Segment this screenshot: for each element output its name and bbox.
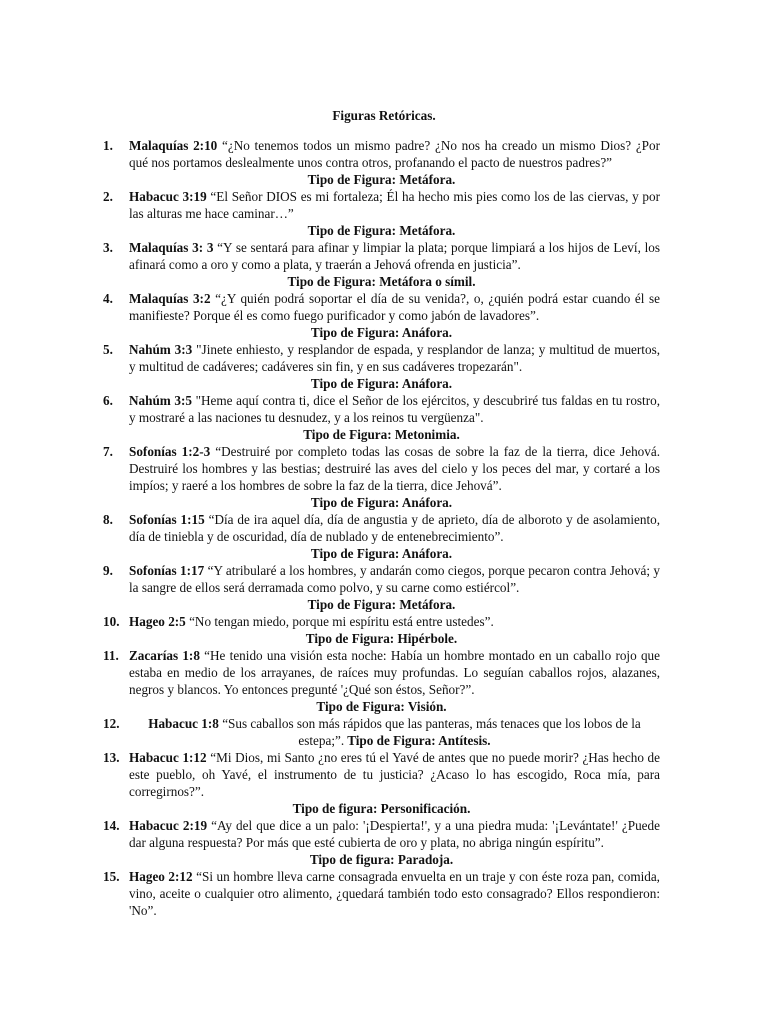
item-text bbox=[129, 749, 660, 800]
figure-type bbox=[103, 375, 660, 392]
list-item bbox=[103, 137, 660, 171]
list-item bbox=[103, 188, 660, 222]
figure-type bbox=[103, 171, 660, 188]
item-text bbox=[129, 613, 660, 630]
list-item bbox=[103, 290, 660, 324]
verse-quote: “El Señor DIOS es mi fortaleza; Él ha hecho mis pies como los de las ciervas, y por las alturas me hace caminar…” bbox=[129, 189, 660, 221]
figure-type-label: Tipo de Figura: Anáfora. bbox=[310, 376, 453, 391]
figure-type bbox=[103, 324, 660, 341]
list-item bbox=[103, 511, 660, 545]
item-text bbox=[129, 239, 660, 273]
verse-reference: Zacarías 1:8 bbox=[129, 648, 200, 663]
verse-reference: Habacuc 3:19 bbox=[129, 189, 207, 204]
verse-reference: Malaquías 3: 3 bbox=[129, 240, 214, 255]
figure-type-label: Tipo de Figura: Metáfora. bbox=[307, 172, 456, 187]
document-title: Figuras Retóricas. bbox=[332, 108, 436, 123]
item-number: 9. bbox=[103, 563, 113, 578]
figure-type-label: Tipo de Figura: Anáfora. bbox=[310, 495, 453, 510]
verse-quote: “Y se sentará para afinar y limpiar la plata; porque limpiará a los hijos de Leví, los afinará como a oro y como a plata, y traerán a Jehová ofrenda en justicia”. bbox=[129, 240, 660, 272]
verse-reference: Habacuc 1:8 bbox=[148, 716, 219, 731]
figure-type-label: Tipo de Figura: Anáfora. bbox=[310, 325, 453, 340]
figure-type-label: Tipo de Figura: Anáfora. bbox=[310, 546, 453, 561]
verse-reference: Sofonías 1:2-3 bbox=[129, 444, 211, 459]
figure-type-label: Tipo de Figura: Metáfora. bbox=[307, 597, 456, 612]
verse-quote: “¿Y quién podrá soportar el día de su venida?, o, ¿quién podrá estar cuando él se manifieste? Porque él es como fuego purificador y como jabón de lavadores”. bbox=[129, 291, 660, 323]
item-number: 6. bbox=[103, 393, 113, 408]
verse-reference: Malaquías 2:10 bbox=[129, 138, 218, 153]
item-number: 12. bbox=[103, 716, 120, 731]
verse-quote: "Heme aquí contra ti, dice el Señor de los ejércitos, y descubriré tus faldas en tu rostro, y mostraré a las naciones tu desnudez, y a los reinos tu vergüenza". bbox=[129, 393, 660, 425]
verse-quote: “Día de ira aquel día, día de angustia y de aprieto, día de alboroto y de asolamiento, día de tiniebla y de oscuridad, día de nublado y de entenebrecimiento”. bbox=[129, 512, 660, 544]
item-text bbox=[129, 511, 660, 545]
verse-quote: “He tenido una visión esta noche: Había un hombre montado en un caballo rojo que estaba en medio de los arrayanes, de raíces muy profundas. Lo seguían caballos rojos, alazanes, negros y blancos. Yo entonces pregunté '¿Qué son éstos, Señor?”. bbox=[129, 648, 660, 697]
item-number: 3. bbox=[103, 240, 113, 255]
verse-quote: “¿No tenemos todos un mismo padre? ¿No nos ha creado un mismo Dios? ¿Por qué nos portamos deslealmente unos contra otros, profanando el pacto de nuestros padres?” bbox=[129, 138, 660, 170]
list-item bbox=[103, 647, 660, 698]
list-item bbox=[103, 392, 660, 426]
item-text bbox=[129, 647, 660, 698]
figures-list bbox=[103, 137, 660, 919]
figure-type bbox=[103, 698, 660, 715]
item-number: 2. bbox=[103, 189, 113, 204]
item-text bbox=[129, 868, 660, 919]
figure-type bbox=[103, 800, 660, 817]
item-number: 13. bbox=[103, 750, 120, 765]
verse-quote: “Ay del que dice a un palo: '¡Despierta!', y a una piedra muda: '¡Levántate!' ¿Puede dar alguna respuesta? Por más que esté cubierta de oro y plata, no abriga ningún espíritu”. bbox=[129, 818, 660, 850]
verse-reference: Sofonías 1:15 bbox=[129, 512, 205, 527]
verse-quote: “Si un hombre lleva carne consagrada envuelta en un traje y con éste roza pan, comida, vino, aceite o cualquier otro alimento, ¿quedará también todo esto consagrado? Ellos respondieron: 'No”. bbox=[129, 869, 660, 918]
item-number: 4. bbox=[103, 291, 113, 306]
item-text bbox=[129, 443, 660, 494]
item-text bbox=[129, 817, 660, 851]
verse-reference: Habacuc 2:19 bbox=[129, 818, 208, 833]
item-text bbox=[129, 188, 660, 222]
figure-type-label: Tipo de Figura: Hipérbole. bbox=[305, 631, 458, 646]
figure-type bbox=[103, 596, 660, 613]
figure-type bbox=[103, 273, 660, 290]
list-item bbox=[103, 868, 660, 919]
list-item bbox=[103, 817, 660, 851]
verse-quote: "Jinete enhiesto, y resplandor de espada, y resplandor de lanza; y multitud de muertos, y multitud de cadáveres; cadáveres sin fin, y en sus cadáveres tropezarán". bbox=[129, 342, 660, 374]
verse-quote: “Sus caballos son más rápidos que las panteras, más tenaces que los lobos de la estepa;”. bbox=[218, 716, 641, 748]
item-number: 8. bbox=[103, 512, 113, 527]
figure-type bbox=[103, 494, 660, 511]
figure-type-label: Tipo de Figura: Metáfora. bbox=[307, 223, 456, 238]
list-item bbox=[103, 443, 660, 494]
verse-reference: Malaquías 3:2 bbox=[129, 291, 211, 306]
verse-quote: “Y atribularé a los hombres, y andarán como ciegos, porque pecaron contra Jehová; y la sangre de ellos será derramada como polvo, y su carne como estiércol”. bbox=[129, 563, 661, 595]
verse-reference: Sofonías 1:17 bbox=[129, 563, 205, 578]
verse-reference: Habacuc 1:12 bbox=[129, 750, 207, 765]
item-text bbox=[129, 290, 660, 324]
figure-type-label: Tipo de figura: Paradoja. bbox=[309, 852, 454, 867]
verse-quote: “Mi Dios, mi Santo ¿no eres tú el Yavé de antes que no puede morir? ¿Has hecho de este pueblo, oh Yavé, el instrumento de tu justicia? ¿Acaso lo has escogido, Roca mía, para corregirnos?”. bbox=[129, 750, 660, 799]
item-number: 14. bbox=[103, 818, 120, 833]
figure-type-label: Tipo de Figura: Metáfora o símil. bbox=[287, 274, 476, 289]
item-text bbox=[129, 715, 660, 749]
figure-type bbox=[103, 545, 660, 562]
item-text bbox=[129, 392, 660, 426]
verse-reference: Hageo 2:12 bbox=[129, 869, 193, 884]
figure-type-label: Tipo de Figura: Metonimia. bbox=[303, 427, 460, 442]
item-text bbox=[129, 562, 660, 596]
item-text bbox=[129, 137, 660, 171]
list-item bbox=[103, 715, 660, 749]
list-item bbox=[103, 239, 660, 273]
item-number: 5. bbox=[103, 342, 113, 357]
item-number: 15. bbox=[103, 869, 120, 884]
item-number: 10. bbox=[103, 614, 120, 629]
list-item bbox=[103, 749, 660, 800]
figure-type bbox=[103, 426, 660, 443]
verse-quote: “Destruiré por completo todas las cosas de sobre la faz de la tierra, dice Jehová. Destruiré los hombres y las bestias; destruiré las aves del cielo y los peces del mar, y cortaré a los impíos; y raeré a los hombres de sobre la faz de la tierra, dice Jehová”. bbox=[129, 444, 661, 493]
item-number: 7. bbox=[103, 444, 113, 459]
item-text bbox=[129, 341, 660, 375]
list-item bbox=[103, 562, 660, 596]
item-number: 11. bbox=[103, 648, 119, 663]
item-number: 1. bbox=[103, 138, 113, 153]
verse-quote: “No tengan miedo, porque mi espíritu está entre ustedes”. bbox=[185, 614, 494, 629]
figure-type-label: Tipo de Figura: Antítesis. bbox=[344, 733, 491, 748]
verse-reference: Nahúm 3:3 bbox=[129, 342, 193, 357]
list-item bbox=[103, 341, 660, 375]
figure-type bbox=[103, 222, 660, 239]
list-item bbox=[103, 613, 660, 630]
verse-reference: Nahúm 3:5 bbox=[129, 393, 192, 408]
figure-type-label: Tipo de figura: Personificación. bbox=[292, 801, 471, 816]
figure-type-label: Tipo de Figura: Visión. bbox=[316, 699, 447, 714]
verse-reference: Hageo 2:5 bbox=[129, 614, 186, 629]
figure-type bbox=[103, 630, 660, 647]
figure-type bbox=[103, 851, 660, 868]
